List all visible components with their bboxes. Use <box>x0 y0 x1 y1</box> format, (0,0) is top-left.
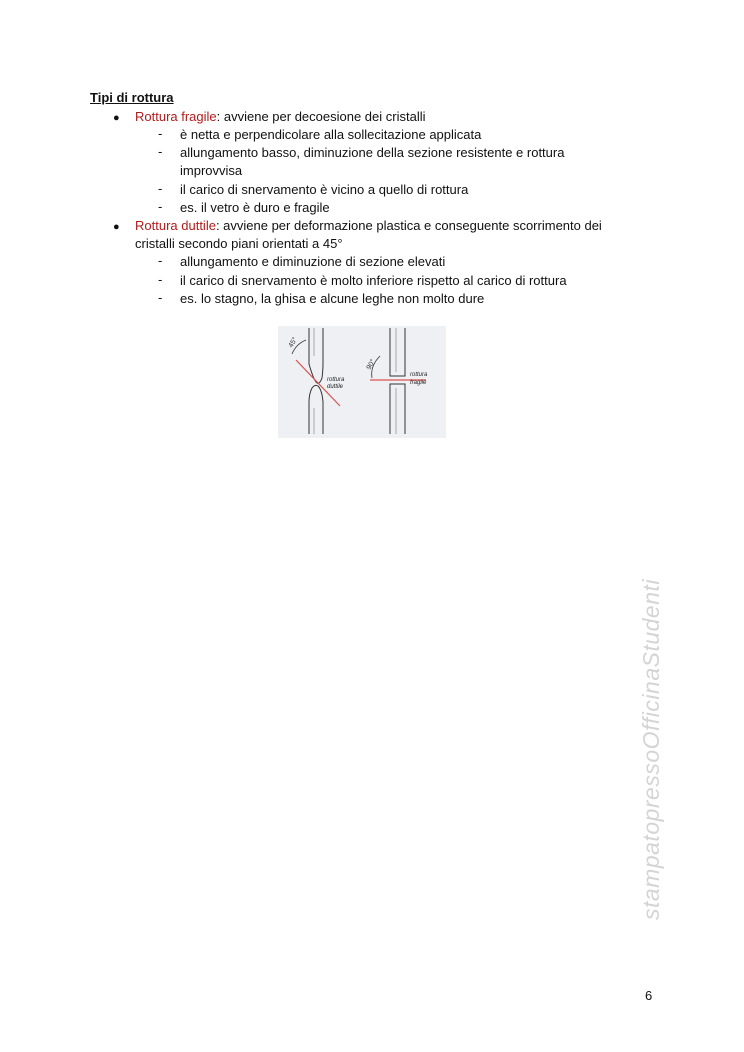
bullet-1-line <box>135 108 426 126</box>
dash-icon: - <box>158 144 163 159</box>
bullet-2-line-cont: cristalli secondo piani orientati a 45° <box>135 236 343 251</box>
bullet-2-subitem: il carico di snervamento è molto inferiore rispetto al carico di rottura <box>180 273 567 288</box>
bullet-1-subitem: es. il vetro è duro e fragile <box>180 200 330 215</box>
brittle-angle-label: 90° <box>365 358 378 371</box>
bullet-icon: ● <box>113 112 120 124</box>
fracture-diagram <box>278 326 446 438</box>
bullet-2-subitem: allungamento e diminuzione di sezione elevati <box>180 254 446 269</box>
page-number: 6 <box>645 988 653 1003</box>
dash-icon: - <box>158 290 163 305</box>
dash-icon: - <box>158 272 163 287</box>
bullet-1-text: : avviene per decoesione dei cristalli <box>216 109 426 124</box>
watermark: stampatopressoOfficinaStudenti <box>638 578 664 920</box>
fracture-diagram-svg <box>278 326 446 438</box>
bullet-icon: ● <box>113 221 120 233</box>
ductile-bar-lower <box>309 385 323 434</box>
ductile-fracture-line <box>296 360 340 406</box>
bullet-2-term: Rottura duttile <box>135 218 216 233</box>
dash-icon: - <box>158 181 163 196</box>
bullet-1-subitem: il carico di snervamento è vicino a quello di rottura <box>180 182 469 197</box>
brittle-bar-upper <box>390 328 405 376</box>
bullet-1-term: Rottura fragile <box>135 109 217 124</box>
brittle-bar-lower <box>390 384 405 434</box>
brittle-label-1: rottura <box>410 372 428 378</box>
ductile-label-1: rottura <box>327 377 345 383</box>
dash-icon: - <box>158 253 163 268</box>
bullet-2-subitem: es. lo stagno, la ghisa e alcune leghe non molto dure <box>180 291 485 306</box>
ductile-label-2: duttile <box>327 384 344 390</box>
bullet-2-line <box>135 217 602 235</box>
bullet-2-text: : avviene per deformazione plastica e conseguente scorrimento dei <box>215 218 602 233</box>
bullet-1-subitem: è netta e perpendicolare alla sollecitazione applicata <box>180 127 482 142</box>
dash-icon: - <box>158 199 163 214</box>
dash-icon: - <box>158 126 163 141</box>
ductile-angle-label: 45° <box>287 336 300 349</box>
brittle-label-2: fragile <box>410 380 427 386</box>
section-heading: Tipi di rottura <box>90 90 174 105</box>
bullet-1-subitem-cont: improvvisa <box>180 163 243 178</box>
bullet-1-subitem: allungamento basso, diminuzione della sezione resistente e rottura <box>180 145 565 160</box>
